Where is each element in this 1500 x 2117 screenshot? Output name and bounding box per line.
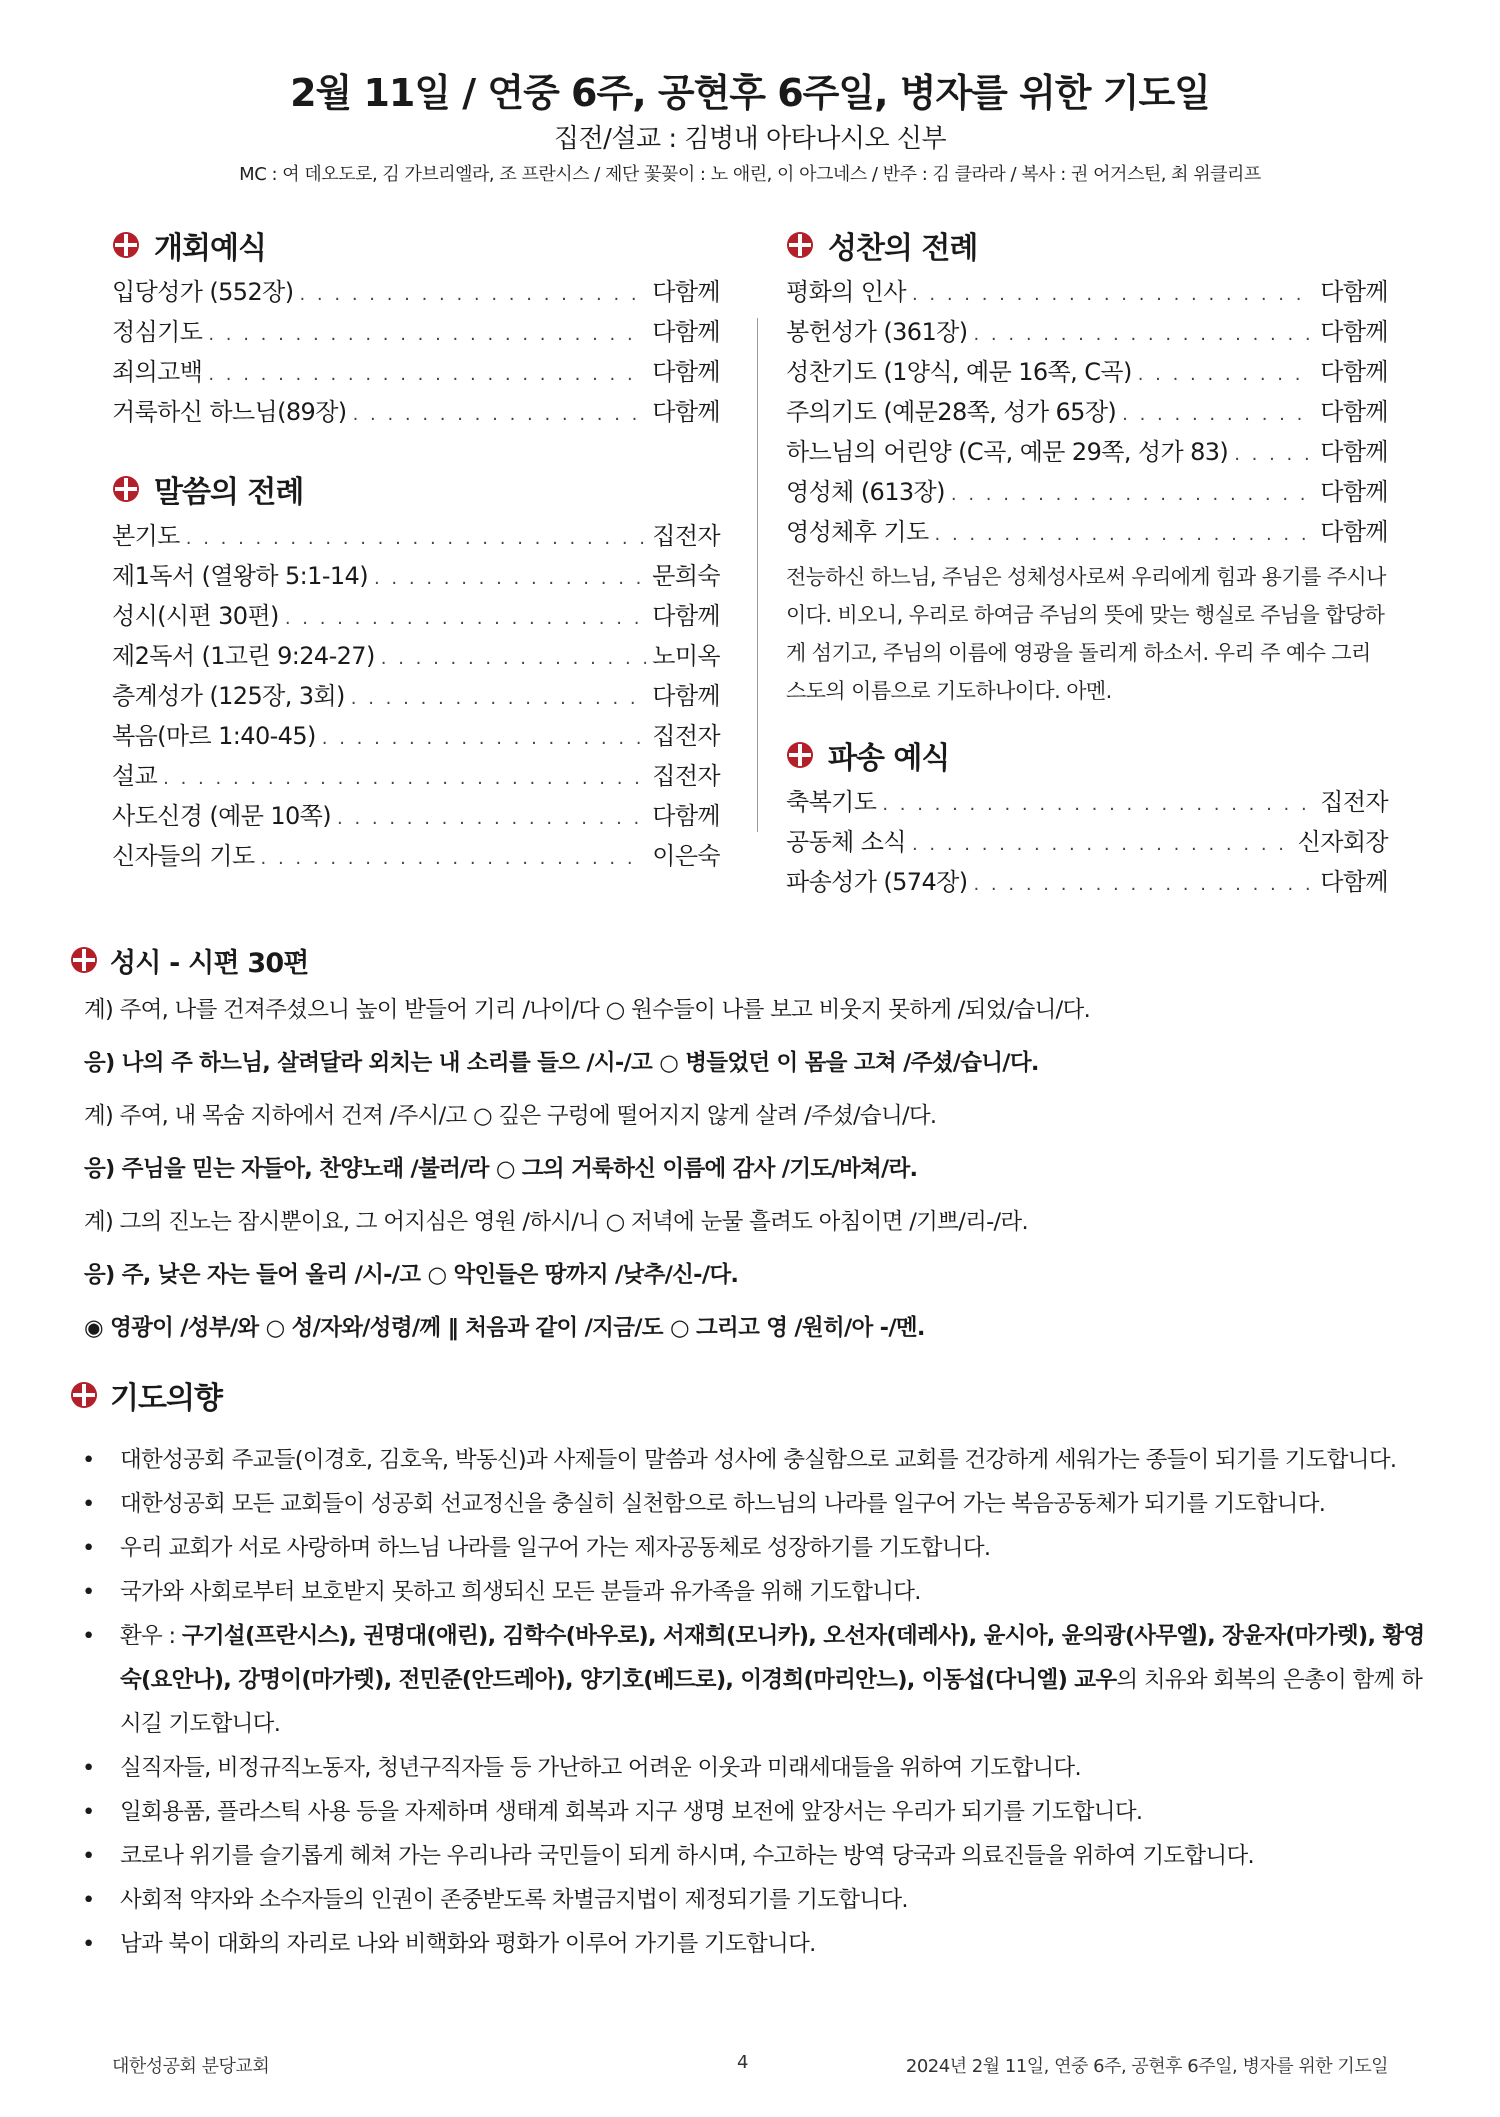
bullet-icon: • — [82, 1931, 95, 1957]
dot-leader — [208, 324, 646, 345]
section-title: 기도의향 — [110, 1381, 222, 1416]
order-row — [786, 472, 1388, 512]
order-item: 영성체 (613장) — [786, 478, 945, 506]
eucharist-list — [786, 272, 1388, 552]
order-item: 사도신경 (예문 10쪽) — [112, 802, 332, 830]
left-column — [112, 222, 720, 876]
order-item: 제2독서 (1고린 9:24-27) — [112, 642, 375, 670]
preacher-line: 집전/설교 : 김병내 아타나시오 신부 — [553, 124, 947, 154]
psalm-response: 응) 나의 주 하느님, 살려달라 외치는 내 소리를 들으 /시-/고 ○ 병들었던 이 몸을 고쳐 /주셨/습니/다. — [84, 1050, 1039, 1076]
order-item: 죄의고백 — [112, 358, 203, 386]
cross-icon — [786, 231, 814, 259]
section-heading-psalm — [70, 936, 1430, 984]
bullet-icon: • — [82, 1491, 95, 1517]
bullet-icon: • — [82, 1623, 95, 1649]
order-leader: 집전자 — [652, 722, 720, 750]
page-title: 2월 11일 / 연중 6주, 공현후 6주일, 병자를 위한 기도일 — [290, 71, 1210, 115]
intention-item — [70, 1878, 1440, 1922]
section-heading-dismissal — [786, 732, 1388, 778]
bullet-icon: • — [82, 1535, 95, 1561]
intentions-section — [70, 1370, 1440, 1966]
intention-item — [70, 1746, 1440, 1790]
bullet-icon: • — [82, 1887, 95, 1913]
order-row — [112, 836, 720, 876]
order-item: 파송성가 (574장) — [786, 868, 968, 896]
sick-suffix: 의 치유와 회복의 은총이 함께 하시길 기도합니다. — [120, 1667, 1423, 1737]
order-row — [786, 432, 1388, 472]
cross-icon — [786, 741, 814, 769]
order-item: 축복기도 — [786, 788, 877, 816]
dot-leader — [973, 324, 1314, 345]
order-leader: 집전자 — [652, 762, 720, 790]
cross-icon — [112, 475, 140, 503]
order-leader: 다함께 — [652, 602, 720, 630]
intention-text: 사회적 약자와 소수자들의 인권이 존중받도록 차별금지법이 제정되기를 기도합니다. — [120, 1887, 908, 1913]
right-column — [786, 222, 1388, 902]
order-row — [786, 272, 1388, 312]
bullet-icon: • — [82, 1843, 95, 1869]
order-leader: 신자회장 — [1297, 828, 1388, 856]
gloria-patri: ◉ 영광이 /성부/와 ○ 성/자와/성령/께 ‖ 처음과 같이 /지금/도 ○ 그리고 영 /원히/아 -/멘. — [84, 1315, 925, 1341]
dot-leader — [285, 608, 646, 629]
order-row — [112, 796, 720, 836]
order-item: 주의기도 (예문28쪽, 성가 65장) — [786, 398, 1117, 426]
dot-leader — [163, 768, 646, 789]
dot-leader — [951, 484, 1314, 505]
section-heading-eucharist — [786, 222, 1388, 268]
intention-text: 우리 교회가 서로 사랑하며 하느님 나라를 일구어 가는 제자공동체로 성장하기를 기도합니다. — [120, 1535, 991, 1561]
order-leader: 노미옥 — [652, 642, 720, 670]
order-leader: 다함께 — [652, 358, 720, 386]
intention-item — [70, 1438, 1440, 1482]
intention-item — [70, 1570, 1440, 1614]
order-row — [112, 392, 720, 432]
order-row — [786, 312, 1388, 352]
dot-leader — [973, 874, 1314, 895]
dot-leader — [261, 848, 647, 869]
intention-item — [70, 1790, 1440, 1834]
psalm-response: 응) 주, 낮은 자는 들어 올리 /시-/고 ○ 악인들은 땅까지 /낮추/신-/다. — [84, 1262, 739, 1288]
sick-names: 구기설(프란시스), 권명대(애린), 김학수(바우로), 서재희(모니카), 오선자(데레사), 윤시아, 윤의광(사무엘), 장윤자(마가렛), 황영숙(요안나), 강명이(마가렛), 전민준(안드레아), 양기호(베드로), 이경희(마리안느), 이동섭(다니엘) 교우 — [120, 1623, 1425, 1693]
section-title: 말씀의 전례 — [154, 475, 304, 510]
word-list — [112, 516, 720, 876]
order-item: 본기도 — [112, 522, 180, 550]
psalm-verse: 계) 주여, 내 목숨 지하에서 건져 /주시/고 ○ 깊은 구렁에 떨어지지 않게 살려 /주셨/습니/다. — [84, 1103, 937, 1129]
order-row — [786, 512, 1388, 552]
page-number: 4 — [737, 2052, 748, 2073]
order-leader: 다함께 — [652, 802, 720, 830]
dot-leader — [935, 524, 1315, 545]
intention-item-sick — [70, 1614, 1440, 1746]
dot-leader — [299, 284, 646, 305]
dot-leader — [186, 528, 646, 549]
footer-date: 2024년 2월 11일, 연중 6주, 공현후 6주일, 병자를 위한 기도일 — [905, 2056, 1388, 2077]
bullet-icon: • — [82, 1799, 95, 1825]
order-row — [112, 352, 720, 392]
intention-text: 일회용품, 플라스틱 사용 등을 자제하며 생태계 회복과 지구 생명 보전에 앞장서는 우리가 되기를 기도합니다. — [120, 1799, 1143, 1825]
order-item: 봉헌성가 (361장) — [786, 318, 968, 346]
cross-icon — [70, 1381, 98, 1409]
order-item: 제1독서 (열왕하 5:1-14) — [112, 562, 368, 590]
order-item: 층계성가 (125장, 3회) — [112, 682, 345, 710]
intention-item — [70, 1482, 1440, 1526]
order-item: 성시(시편 30편) — [112, 602, 279, 630]
order-leader: 집전자 — [652, 522, 720, 550]
order-row — [112, 596, 720, 636]
order-row — [112, 556, 720, 596]
bullet-icon: • — [82, 1447, 95, 1473]
order-row — [112, 516, 720, 556]
dot-leader — [374, 568, 646, 589]
order-leader: 다함께 — [652, 398, 720, 426]
dot-leader — [912, 834, 1292, 855]
intention-text: 실직자들, 비정규직노동자, 청년구직자들 등 가난하고 어려운 이웃과 미래세대들을 위하여 기도합니다. — [120, 1755, 1081, 1781]
section-heading-word — [112, 466, 720, 512]
order-leader: 다함께 — [1320, 318, 1388, 346]
order-leader: 다함께 — [1320, 868, 1388, 896]
order-leader: 문희숙 — [652, 562, 720, 590]
dismissal-list — [786, 782, 1388, 902]
section-title: 파송 예식 — [828, 741, 950, 776]
bullet-icon: • — [82, 1755, 95, 1781]
order-item: 평화의 인사 — [786, 278, 906, 306]
order-item: 입당성가 (552장) — [112, 278, 294, 306]
dot-leader — [322, 728, 646, 749]
psalm-response: 응) 주님을 믿는 자들아, 찬양노래 /불러/라 ○ 그의 거룩하신 이름에 감사 /기도/바쳐/라. — [84, 1156, 918, 1182]
intention-text: 대한성공회 모든 교회들이 성공회 선교정신을 충실히 실천함으로 하느님의 나라를 일구어 가는 복음공동체가 되기를 기도합니다. — [120, 1491, 1326, 1517]
order-row — [786, 392, 1388, 432]
order-item: 영성체후 기도 — [786, 518, 929, 546]
dot-leader — [1122, 404, 1314, 425]
order-leader: 다함께 — [652, 318, 720, 346]
order-row — [786, 352, 1388, 392]
sick-prefix: 환우 : — [120, 1623, 182, 1649]
order-row — [112, 756, 720, 796]
roles-line: MC : 여 데오도로, 김 가브리엘라, 조 프란시스 / 제단 꽃꽂이 : 노 애린, 이 아그네스 / 반주 : 김 클라라 / 복사 : 권 어거스틴, 최 위클리프 — [239, 164, 1261, 185]
order-row — [786, 782, 1388, 822]
psalm-verse: 계) 그의 진노는 잠시뿐이요, 그 어지심은 영원 /하시/니 ○ 저녁에 눈물 흘려도 아침이면 /기쁘/리-/라. — [84, 1209, 1028, 1235]
order-row — [112, 636, 720, 676]
dot-leader — [1234, 444, 1314, 465]
gathering-list — [112, 272, 720, 432]
order-leader: 이은숙 — [652, 842, 720, 870]
intention-text: 남과 북이 대화의 자리로 나와 비핵화와 평화가 이루어 가기를 기도합니다. — [120, 1931, 816, 1957]
post-communion-prayer: 전능하신 하느님, 주님은 성체성사로써 우리에게 힘과 용기를 주시나이다. 비오니, 우리로 하여금 주님의 뜻에 맞는 행실로 주님을 합당하게 섬기고, 주님의 이름에 영광을 돌리게 하소서. 우리 주 예수 그리스도의 이름으로 기도하나이다. 아멘. — [786, 565, 1386, 703]
cross-icon — [112, 231, 140, 259]
intention-item — [70, 1526, 1440, 1570]
section-title: 성찬의 전례 — [828, 231, 978, 266]
footer-church: 대한성공회 분당교회 — [112, 2056, 270, 2077]
order-leader: 다함께 — [1320, 478, 1388, 506]
section-title: 개회예식 — [154, 231, 266, 266]
intention-text: 대한성공회 주교들(이경호, 김호욱, 박동신)과 사제들이 말씀과 성사에 충실함으로 교회를 건강하게 세워가는 종들이 되기를 기도합니다. — [120, 1447, 1397, 1473]
section-heading-intentions — [70, 1370, 1440, 1420]
dot-leader — [337, 808, 646, 829]
order-row — [112, 312, 720, 352]
dot-leader — [208, 364, 646, 385]
order-row — [112, 716, 720, 756]
order-leader: 다함께 — [652, 278, 720, 306]
section-heading-gathering — [112, 222, 720, 268]
psalm-section — [70, 936, 1430, 1355]
order-item: 신자들의 기도 — [112, 842, 255, 870]
intention-item — [70, 1834, 1440, 1878]
order-item: 정심기도 — [112, 318, 203, 346]
section-title: 성시 - 시편 30편 — [110, 947, 309, 979]
order-row — [112, 272, 720, 312]
order-row — [786, 862, 1388, 902]
dot-leader — [381, 648, 646, 669]
dot-leader — [351, 688, 646, 709]
dot-leader — [882, 794, 1314, 815]
order-leader: 다함께 — [1320, 518, 1388, 546]
psalm-verse: 계) 주여, 나를 건져주셨으니 높이 받들어 기리 /나이/다 ○ 원수들이 나를 보고 비웃지 못하게 /되었/습니/다. — [84, 997, 1091, 1023]
order-leader: 다함께 — [1320, 278, 1388, 306]
intention-item — [70, 1922, 1440, 1966]
order-row — [112, 676, 720, 716]
column-divider — [757, 318, 758, 832]
intention-text: 국가와 사회로부터 보호받지 못하고 희생되신 모든 분들과 유가족을 위해 기도합니다. — [120, 1579, 921, 1605]
dot-leader — [353, 404, 647, 425]
order-leader: 다함께 — [1320, 398, 1388, 426]
dot-leader — [1138, 364, 1315, 385]
order-leader: 다함께 — [1320, 438, 1388, 466]
cross-icon — [70, 946, 98, 974]
intention-text: 코로나 위기를 슬기롭게 헤쳐 가는 우리나라 국민들이 되게 하시며, 수고하는 방역 당국과 의료진들을 위하여 기도합니다. — [120, 1843, 1254, 1869]
order-leader: 다함께 — [1320, 358, 1388, 386]
order-item: 성찬기도 (1양식, 예문 16쪽, C곡) — [786, 358, 1132, 386]
order-leader: 다함께 — [652, 682, 720, 710]
order-item: 거룩하신 하느님(89장) — [112, 398, 347, 426]
order-leader: 집전자 — [1320, 788, 1388, 816]
order-item: 복음(마르 1:40-45) — [112, 722, 316, 750]
order-item: 설교 — [112, 762, 158, 790]
order-row — [786, 822, 1388, 862]
bullet-icon: • — [82, 1579, 95, 1605]
order-item: 하느님의 어린양 (C곡, 예문 29쪽, 성가 83) — [786, 438, 1229, 466]
dot-leader — [912, 284, 1314, 305]
order-item: 공동체 소식 — [786, 828, 906, 856]
